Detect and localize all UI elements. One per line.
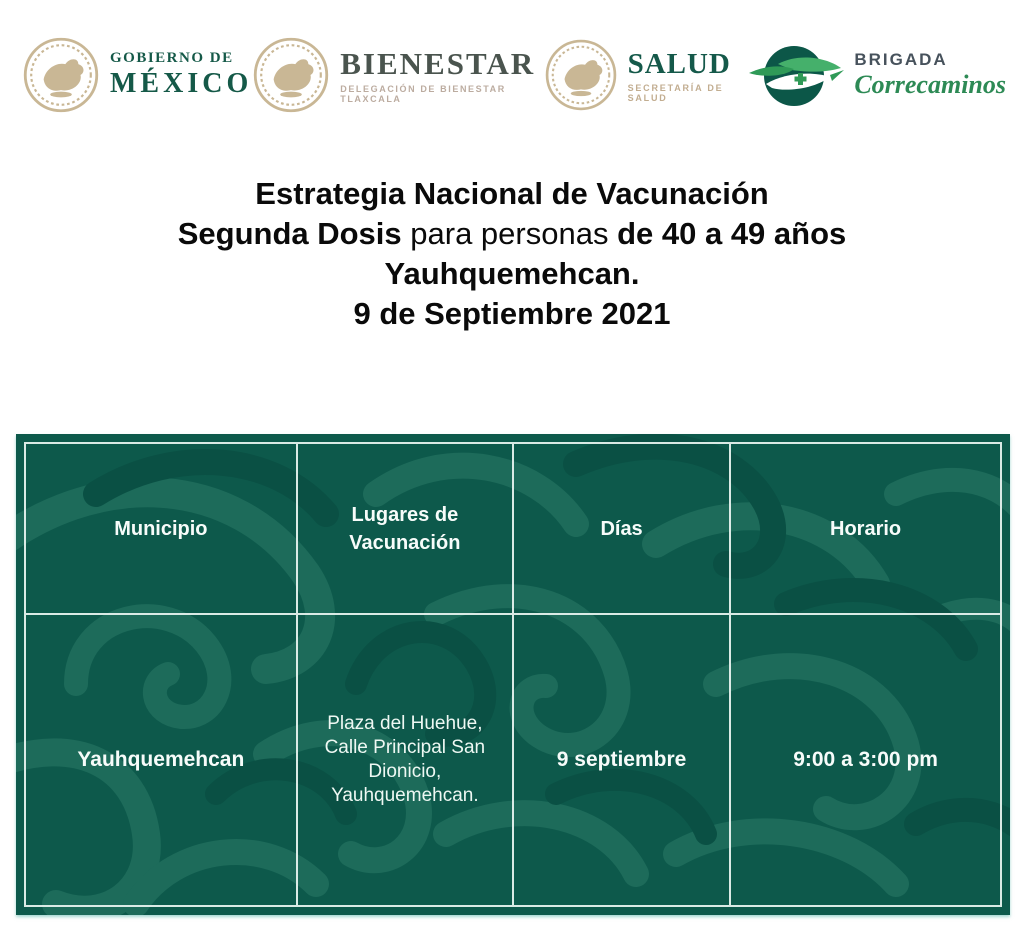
title-line-4: 9 de Septiembre 2021 (353, 296, 671, 331)
logo-band (22, 30, 1006, 120)
column-header-municipio: Municipio (26, 444, 298, 615)
bienestar-title: BIENESTAR (340, 46, 536, 81)
column-header-horario: Horario (731, 444, 1000, 615)
title-line-3: Yauhquemehcan. (384, 256, 640, 291)
column-header-lugares: Lugares de Vacunación (298, 444, 514, 615)
mexico-eagle-seal-icon (22, 36, 100, 114)
title-line2-bold1: Segunda Dosis (177, 216, 402, 251)
salud-wordmark (628, 48, 749, 103)
gobierno-wordmark (110, 50, 252, 100)
salud-subtitle: SECRETARÍA DE SALUD (627, 82, 724, 103)
bienestar-eagle-seal-icon (252, 36, 330, 114)
vaccination-schedule-table (16, 434, 1010, 915)
cell-dia: 9 septiembre (514, 615, 731, 905)
brigada-line2: Correcaminos (854, 70, 1006, 99)
gobierno-line2: MÉXICO (110, 68, 253, 99)
title-line-2 (0, 214, 1024, 254)
cell-horario: 9:00 a 3:00 pm (793, 748, 938, 771)
logo-bienestar (252, 36, 543, 114)
logo-salud (544, 38, 749, 112)
cell-municipio: Yauhquemehcan (26, 615, 298, 905)
bienestar-subtitle: DELEGACIÓN DE BIENESTAR TLAXCALA (340, 84, 506, 104)
gobierno-line1: GOBIERNO DE (110, 50, 234, 66)
salud-eagle-seal-icon (544, 38, 618, 112)
logo-brigada-correcaminos (748, 39, 1006, 111)
logo-gobierno-de-mexico (22, 36, 252, 114)
roadrunner-bird-icon (748, 39, 844, 111)
column-header-dias: Días (514, 444, 731, 615)
bienestar-wordmark (340, 46, 543, 104)
table-grid (24, 442, 1002, 907)
title-line2-normal: para personas (401, 216, 618, 251)
title-line2-bold2: de 40 a 49 años (617, 216, 847, 251)
title-line-1: Estrategia Nacional de Vacunación (255, 176, 769, 211)
brigada-wordmark (854, 50, 1006, 100)
document-title (0, 174, 1024, 334)
brigada-line1: BRIGADA (854, 50, 948, 69)
salud-title: SALUD (627, 47, 731, 80)
cell-lugar: Plaza del Huehue, Calle Principal San Dionicio, Yauhquemehcan. (298, 615, 514, 905)
